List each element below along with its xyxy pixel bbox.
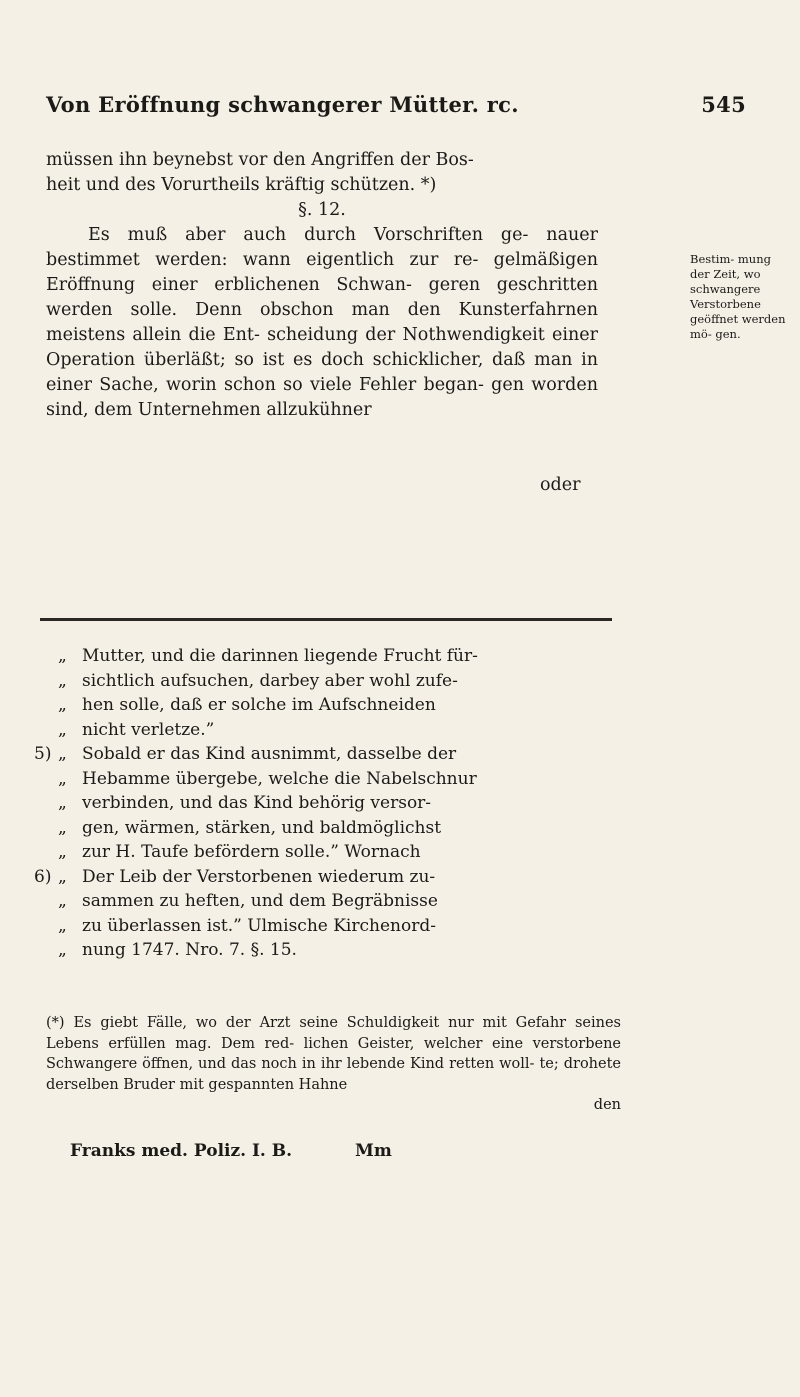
quote-line: „ Hebamme übergebe, welche die Nabelschnur — [58, 768, 477, 789]
quote-line: „ zur H. Taufe befördern solle.” Wornach — [58, 842, 421, 862]
margin-note: Bestim- mung der Zeit, wo schwangere Verstorbene geöffnet werden mö- gen. — [690, 252, 786, 341]
text-line: heit und des Vorurtheils kräftig schützen. *) — [46, 175, 437, 195]
text-line: müssen ihn beynebst vor den Angriffen der Bos- — [46, 150, 474, 170]
catchword: oder — [540, 475, 581, 495]
signature-title: Franks med. Poliz. I. B. — [70, 1141, 293, 1161]
paragraph: Es muß aber auch durch Vorschriften ge- nauer bestimmet werden: wann eigentlich zur re- gelmäßigen Eröffnung einer erblichenen Schwan- geren geschritten werden solle. Denn obschon man den Kunsterfahrnen meistens allein die Ent- scheidung der Nothwendigkeit einer Operation überläßt; so ist es doch schicklicher, daß man in einer Sache, worin schon so viele Fehler began- gen worden sind, dem Unternehmen allzukühner — [46, 225, 598, 420]
signature-line — [70, 1141, 620, 1161]
quote-line: „ gen, wärmen, stärken, und baldmöglichst — [58, 817, 442, 838]
footnote-text: (*) Es giebt Fälle, wo der Arzt seine Schuldigkeit nur mit Gefahr seines Lebens erfüllen mag. Dem red- lichen Geister, welcher eine verstorbene Schwangere öffnen, und das noch in ihr lebende Kind retten woll- te; drohete derselben Bruder mit gespannten Hahne — [46, 1015, 621, 1093]
quote-line: „ zu überlassen ist.” Ulmische Kirchenord- — [58, 915, 436, 936]
footnote — [46, 1013, 621, 1116]
quote-line: „ Mutter, und die darinnen liegende Frucht für- — [58, 646, 478, 666]
page-number: 545 — [701, 92, 746, 117]
quote-line: „ nung 1747. Nro. 7. §. 15. — [58, 940, 297, 960]
quote-line: „ sammen zu heften, und dem Begräbnisse — [58, 891, 438, 911]
quote-line: „ verbinden, und das Kind behörig versor- — [58, 793, 432, 813]
footnote-catchword: den — [593, 1097, 621, 1113]
quoted-ordinance — [34, 644, 624, 963]
quote-line: 5) „ Sobald er das Kind ausnimmt, dasselbe der — [34, 744, 457, 764]
header-title: Von Eröffnung schwangerer Mütter. rc. — [46, 92, 519, 117]
signature-mark: Mm — [355, 1141, 392, 1161]
horizontal-rule — [40, 618, 612, 621]
main-text — [46, 148, 598, 423]
quote-line: „ sichtlich aufsuchen, darbey aber wohl zufe- — [58, 670, 458, 691]
running-header — [46, 92, 746, 117]
section-heading: §. 12. — [298, 200, 346, 220]
quote-line: 6) „ Der Leib der Verstorbenen wiederum zu- — [34, 866, 436, 887]
quote-line: „ hen solle, daß er solche im Aufschneiden — [58, 695, 436, 715]
quote-line: „ nicht verletze.” — [58, 719, 215, 740]
